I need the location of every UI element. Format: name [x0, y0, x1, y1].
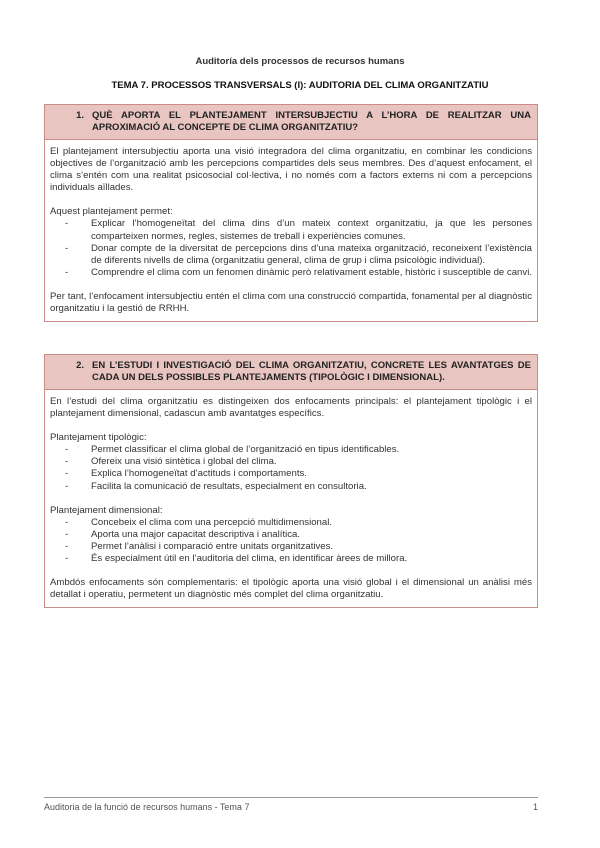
- page-title: TEMA 7. PROCESSOS TRANSVERSALS (I): AUDITORIA DEL CLIMA ORGANITZATIU: [111, 80, 489, 91]
- question-1-title: QUÈ APORTA EL PLANTEJAMENT INTERSUBJECTIU A L’HORA DE REALITZAR UNA APROXIMACIÓ AL CONCEPTE DE CLIMA ORGANITZATIU?: [92, 110, 531, 133]
- list-item: - Comprendre el clima com un fenomen dinàmic però relativament estable, històric i susceptible de canvi.: [65, 266, 532, 278]
- list-item: - Ofereix una visió sintètica i global del clima.: [65, 456, 277, 468]
- answer-1-list: [50, 218, 532, 278]
- question-2-header: [45, 355, 537, 390]
- answer-1-list-intro: Aquest plantejament permet:: [50, 206, 173, 218]
- list-item: - Facilita la comunicació de resultats, especialment en consultoria.: [65, 480, 367, 492]
- footer-divider: [44, 797, 538, 798]
- answer-2-conclusion: Ambdós enfocaments són complementaris: el tipològic aporta una visió global i el dimensional un anàlisi més detallat i operatiu, permetent un diagnòstic més complet del clima organitzatiu.: [50, 577, 532, 601]
- dimensional-list: [50, 517, 532, 565]
- list-item: - Concebeix el clima com una percepció multidimensional.: [65, 516, 333, 528]
- tipologic-list: [50, 444, 532, 492]
- question-2-number: 2.: [76, 360, 84, 371]
- question-2-answer: [45, 390, 537, 607]
- list-item: - Aporta una major capacitat descriptiva i analítica.: [65, 528, 301, 540]
- list-item: - És especialment útil en l’auditoria del clima, en identificar àrees de millora.: [65, 553, 408, 565]
- question-2-title: EN L’ESTUDI I INVESTIGACIÓ DEL CLIMA ORGANITZATIU, CONCRETE LES AVANTATGES DE CADA UN DELS POSSIBLES PLANTEJAMENTS (TIPOLÒGIC I DIMENSIONAL).: [92, 360, 531, 383]
- running-header: Auditoría dels processos de recursos humans: [195, 56, 405, 67]
- list-item: - Explica l’homogeneïtat d’actituds i comportaments.: [65, 468, 307, 480]
- answer-2-intro: En l’estudi del clima organitzatiu es distingeixen dos enfocaments principals: el plantejament tipològic i el plantejament dimensional, cadascun amb avantatges específics.: [50, 396, 532, 420]
- question-2-box: [44, 354, 538, 608]
- question-1-answer: [45, 140, 537, 321]
- footer-text: Auditoria de la funció de recursos humans - Tema 7: [44, 802, 250, 812]
- list-item: - Donar compte de la diversitat de percepcions dins d’una mateixa organització, reconeixent l’existència de diferents nivells de clima (organitzatiu general, clima de grup i clima psicològic individual).: [65, 242, 532, 266]
- answer-1-conclusion: Per tant, l’enfocament intersubjectiu entén el clima com una construcció compartida, fonamental per al diagnòstic organitzatiu i la gestió de RRHH.: [50, 290, 532, 315]
- question-1-box: [44, 104, 538, 322]
- list-item: - Permet l’anàlisi i comparació entre unitats organitzatives.: [65, 540, 334, 552]
- page-number: 1: [532, 802, 538, 812]
- list-item: - Explicar l’homogeneïtat del clima dins d’un mateix context organitzatiu, ja que les persones comparteixen normes, regles, sistemes de treball i experiències comunes.: [65, 218, 532, 242]
- question-1-header: [45, 105, 537, 140]
- question-1-number: 1.: [76, 110, 84, 121]
- tipologic-label: Plantejament tipològic:: [50, 432, 147, 444]
- dimensional-label: Plantejament dimensional:: [50, 504, 163, 516]
- answer-1-intro: El plantejament intersubjectiu aporta una visió integradora del clima organitzatiu, en combinar les condicions objectives de l’organització amb les percepcions compartides dels seus membres. Des d’aquest enfocament, el clima s’entén com una realitat psicosocial col·lectiva, i no només com a factors externs ni com a percepcions individuals aïllades.: [50, 146, 532, 194]
- list-item: - Permet classificar el clima global de l’organització en tipus identificables.: [65, 444, 400, 456]
